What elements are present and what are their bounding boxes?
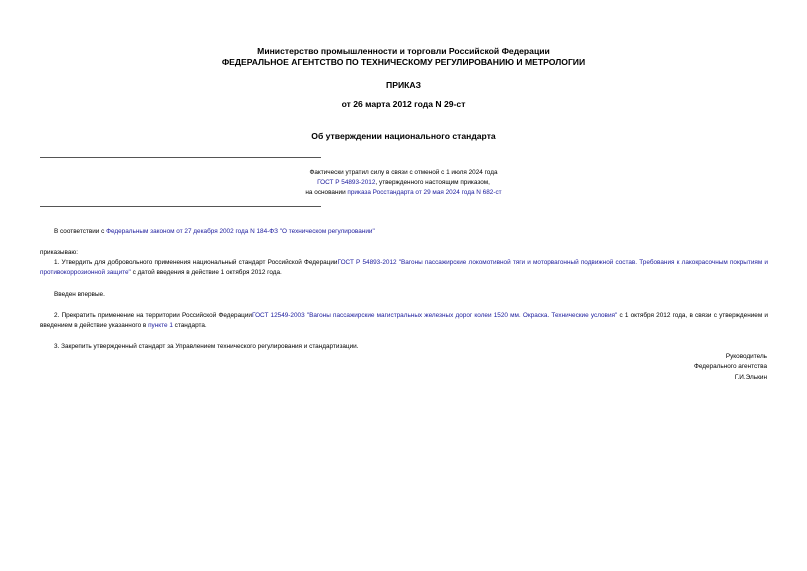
item-2: [40, 311, 768, 330]
ministry-title: Министерство промышленности и торговли Российской Федерации: [257, 46, 550, 56]
introduced-note: Введен впервые.: [54, 291, 105, 298]
status-note-line3-prefix: на основании: [305, 189, 348, 196]
status-note-line2-text: , утвержденного настоящим приказом,: [375, 179, 490, 186]
document-date-number: от 26 марта 2012 года N 29-ст: [341, 99, 466, 109]
preamble: [40, 227, 768, 237]
status-note-line2: [0, 178, 807, 188]
gost-54893-title-link[interactable]: ГОСТ Р 54893-2012 "Вагоны пассажирские локомотивной тяги и моторвагонный подвижной состав. Требования к лакокрасочным покрытиям и противокоррозионной защите": [40, 259, 768, 276]
item-1: [40, 258, 768, 277]
federal-law-link[interactable]: Федеральным законом от 27 декабря 2002 года N 184-ФЗ "О техническом регулировании": [106, 228, 375, 235]
preamble-text: В соответствии с: [54, 228, 107, 235]
signature-agency: Федерального агентства: [693, 363, 767, 370]
divider-top: [40, 157, 321, 158]
signature-title: Руководитель: [725, 353, 767, 360]
item-1-suffix: с датой введения в действие 1 октября 2012 года.: [130, 268, 282, 276]
document-subject: Об утверждении национального стандарта: [311, 131, 496, 141]
item-3: 3. Закрепить утвержденный стандарт за Управлением технического регулирования и стандартизации.: [54, 343, 359, 350]
rosstandart-order-link[interactable]: приказа Росстандарта от 29 мая 2024 года N 682-ст: [347, 189, 502, 196]
item-2-prefix: 2. Прекратить применение на территории Российской Федерации: [54, 312, 252, 319]
status-note-line3: [0, 188, 807, 198]
item-2-suffix: стандарта.: [172, 321, 207, 329]
divider-bottom: [40, 206, 321, 207]
order-word: приказываю:: [40, 249, 78, 256]
agency-title: ФЕДЕРАЛЬНОЕ АГЕНТСТВО ПО ТЕХНИЧЕСКОМУ РЕГУЛИРОВАНИЮ И МЕТРОЛОГИИ: [221, 57, 586, 67]
status-note-line1: Фактически утратил силу в связи с отменой с 1 июля 2024 года: [309, 169, 498, 176]
item-1-prefix: 1. Утвердить для добровольного применения национальный стандарт Российской Федерации: [54, 259, 338, 266]
signature-name: Г.И.Элькин: [734, 374, 767, 381]
document-type: ПРИКАЗ: [386, 80, 421, 90]
gost-54893-link[interactable]: ГОСТ Р 54893-2012: [317, 179, 376, 186]
item-2-mid: с 1 октября 2012 года, в связи с утверждением и введением в действие указанного в: [40, 312, 769, 329]
gost-12549-link[interactable]: ГОСТ 12549-2003 "Вагоны пассажирские магистральных железных дорог колеи 1520 мм. Окраска. Технические условия": [251, 312, 618, 319]
clause-1-link[interactable]: пункте 1: [148, 321, 173, 329]
